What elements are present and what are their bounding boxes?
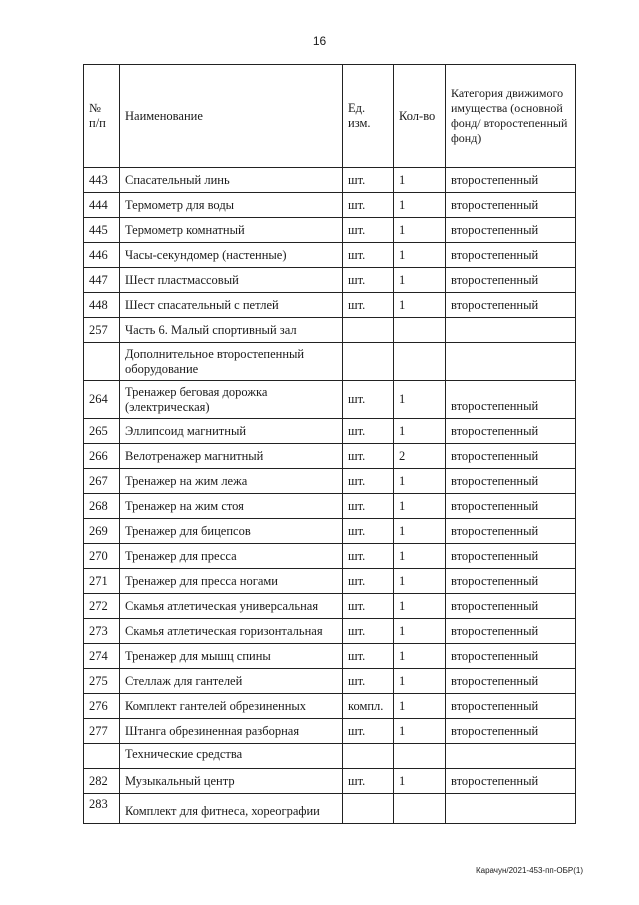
- cell-number: 265: [84, 419, 120, 444]
- cell-category: второстепенный: [446, 694, 576, 719]
- cell-category: [446, 744, 576, 769]
- cell-category: второстепенный: [446, 619, 576, 644]
- footer-stamp: Карачун/2021-453-пп-ОБР(1): [475, 866, 583, 875]
- cell-unit: шт.: [343, 569, 394, 594]
- cell-quantity: 1: [394, 218, 446, 243]
- cell-quantity: 1: [394, 769, 446, 794]
- table-row: [84, 494, 576, 519]
- cell-number: 276: [84, 694, 120, 719]
- cell-number: 275: [84, 669, 120, 694]
- table-row-subsection: [84, 343, 576, 381]
- cell-name: Шест пластмассовый: [120, 268, 343, 293]
- cell-name: Тренажер для пресса: [120, 544, 343, 569]
- cell-number: 267: [84, 469, 120, 494]
- cell-name: Спасательный линь: [120, 168, 343, 193]
- table-row: [84, 769, 576, 794]
- cell-category: второстепенный: [446, 669, 576, 694]
- cell-unit: шт.: [343, 218, 394, 243]
- cell-category: второстепенный: [446, 444, 576, 469]
- table-row: [84, 619, 576, 644]
- cell-name: Эллипсоид магнитный: [120, 419, 343, 444]
- cell-name: Термометр комнатный: [120, 218, 343, 243]
- cell-number: 444: [84, 193, 120, 218]
- cell-name: Музыкальный центр: [120, 769, 343, 794]
- inventory-table: [83, 64, 576, 824]
- cell-quantity: 1: [394, 268, 446, 293]
- cell-number: 274: [84, 644, 120, 669]
- cell-unit: шт.: [343, 644, 394, 669]
- cell-number: 445: [84, 218, 120, 243]
- table-row: [84, 419, 576, 444]
- table-row: [84, 544, 576, 569]
- table-row: [84, 569, 576, 594]
- cell-unit: шт.: [343, 293, 394, 318]
- cell-number: 268: [84, 494, 120, 519]
- cell-number: [84, 744, 120, 769]
- header-name: Наименование: [120, 65, 343, 168]
- cell-category: второстепенный: [446, 719, 576, 744]
- cell-category: второстепенный: [446, 569, 576, 594]
- cell-category: второстепенный: [446, 268, 576, 293]
- cell-number: 448: [84, 293, 120, 318]
- table-row: [84, 669, 576, 694]
- header-unit: Ед. изм.: [343, 65, 394, 168]
- cell-number: 271: [84, 569, 120, 594]
- cell-quantity: 2: [394, 444, 446, 469]
- cell-quantity: [394, 318, 446, 343]
- cell-number: 257: [84, 318, 120, 343]
- cell-category: второстепенный: [446, 193, 576, 218]
- cell-unit: шт.: [343, 469, 394, 494]
- cell-category: второстепенный: [446, 769, 576, 794]
- cell-quantity: 1: [394, 644, 446, 669]
- cell-quantity: 1: [394, 168, 446, 193]
- cell-name: Тренажер для пресса ногами: [120, 569, 343, 594]
- cell-unit: шт.: [343, 619, 394, 644]
- cell-unit: шт.: [343, 719, 394, 744]
- table-row: [84, 218, 576, 243]
- cell-name: Комплект гантелей обрезиненных: [120, 694, 343, 719]
- cell-unit: [343, 343, 394, 381]
- cell-quantity: 1: [394, 544, 446, 569]
- table-row: [84, 293, 576, 318]
- cell-quantity: 1: [394, 243, 446, 268]
- cell-name: Часть 6. Малый спортивный зал: [120, 318, 343, 343]
- cell-category: второстепенный: [446, 469, 576, 494]
- cell-quantity: 1: [394, 594, 446, 619]
- cell-number: 264: [84, 381, 120, 419]
- cell-number: 272: [84, 594, 120, 619]
- cell-name: Стеллаж для гантелей: [120, 669, 343, 694]
- table-row: [84, 694, 576, 719]
- cell-name: Тренажер для бицепсов: [120, 519, 343, 544]
- cell-number: 446: [84, 243, 120, 268]
- cell-unit: [343, 794, 394, 824]
- cell-category: второстепенный: [446, 519, 576, 544]
- cell-unit: шт.: [343, 243, 394, 268]
- cell-name: Штанга обрезиненная разборная: [120, 719, 343, 744]
- table-row: [84, 444, 576, 469]
- header-category: Категория движимого имущества (основной фонд/ второстепенный фонд): [446, 65, 576, 168]
- cell-quantity: 1: [394, 669, 446, 694]
- header-number: № п/п: [84, 65, 120, 168]
- cell-category: [446, 794, 576, 824]
- cell-quantity: 1: [394, 419, 446, 444]
- cell-number: 283: [84, 794, 120, 824]
- cell-unit: шт.: [343, 168, 394, 193]
- table-row: [84, 594, 576, 619]
- table-header-row: [84, 65, 576, 168]
- cell-quantity: 1: [394, 494, 446, 519]
- cell-unit: шт.: [343, 268, 394, 293]
- cell-number: 266: [84, 444, 120, 469]
- cell-category: второстепенный: [446, 494, 576, 519]
- cell-unit: шт.: [343, 419, 394, 444]
- cell-name: Термометр для воды: [120, 193, 343, 218]
- cell-number: 270: [84, 544, 120, 569]
- cell-name: Тренажер на жим стоя: [120, 494, 343, 519]
- table-row: [84, 469, 576, 494]
- cell-quantity: 1: [394, 694, 446, 719]
- cell-name: Скамья атлетическая универсальная: [120, 594, 343, 619]
- cell-category: второстепенный: [446, 168, 576, 193]
- cell-name: Велотренажер магнитный: [120, 444, 343, 469]
- table-row: [84, 243, 576, 268]
- cell-quantity: 1: [394, 719, 446, 744]
- cell-category: второстепенный: [446, 243, 576, 268]
- cell-unit: шт.: [343, 769, 394, 794]
- cell-category: [446, 343, 576, 381]
- cell-category: второстепенный: [446, 218, 576, 243]
- table-row: [84, 794, 576, 824]
- cell-name: Дополнительное второстепенный оборудование: [120, 343, 343, 381]
- table-row: [84, 193, 576, 218]
- cell-unit: шт.: [343, 193, 394, 218]
- cell-unit: шт.: [343, 444, 394, 469]
- cell-quantity: 1: [394, 569, 446, 594]
- cell-name: Тренажер на жим лежа: [120, 469, 343, 494]
- cell-unit: шт.: [343, 381, 394, 419]
- table-row: [84, 168, 576, 193]
- cell-category: второстепенный: [446, 594, 576, 619]
- cell-name: Тренажер беговая дорожка (электрическая): [120, 381, 343, 419]
- table-row: [84, 644, 576, 669]
- cell-name: Скамья атлетическая горизонтальная: [120, 619, 343, 644]
- cell-category: второстепенный: [446, 419, 576, 444]
- table-row: [84, 519, 576, 544]
- cell-category: [446, 318, 576, 343]
- page-number: 16: [312, 34, 327, 48]
- cell-number: 277: [84, 719, 120, 744]
- cell-quantity: 1: [394, 293, 446, 318]
- cell-quantity: 1: [394, 619, 446, 644]
- cell-category: второстепенный: [446, 544, 576, 569]
- cell-number: 269: [84, 519, 120, 544]
- cell-quantity: [394, 744, 446, 769]
- cell-quantity: 1: [394, 193, 446, 218]
- table-row: [84, 381, 576, 419]
- cell-number: 443: [84, 168, 120, 193]
- cell-number: 447: [84, 268, 120, 293]
- cell-number: 273: [84, 619, 120, 644]
- cell-unit: [343, 318, 394, 343]
- cell-quantity: [394, 343, 446, 381]
- cell-unit: шт.: [343, 669, 394, 694]
- table-row: [84, 268, 576, 293]
- cell-name: Комплект для фитнеса, хореографии: [120, 794, 343, 824]
- cell-unit: [343, 744, 394, 769]
- cell-quantity: 1: [394, 469, 446, 494]
- cell-category: второстепенный: [446, 381, 576, 419]
- cell-category: второстепенный: [446, 644, 576, 669]
- cell-name: Часы-секундомер (настенные): [120, 243, 343, 268]
- cell-name: Шест спасательный с петлей: [120, 293, 343, 318]
- cell-number: [84, 343, 120, 381]
- cell-unit: шт.: [343, 519, 394, 544]
- cell-quantity: [394, 794, 446, 824]
- table-row: [84, 719, 576, 744]
- header-quantity: Кол-во: [394, 65, 446, 168]
- cell-category: второстепенный: [446, 293, 576, 318]
- cell-name: Тренажер для мышц спины: [120, 644, 343, 669]
- cell-number: 282: [84, 769, 120, 794]
- table-row-section: [84, 318, 576, 343]
- cell-name: Технические средства: [120, 744, 343, 769]
- cell-unit: компл.: [343, 694, 394, 719]
- table-row-section: [84, 744, 576, 769]
- cell-unit: шт.: [343, 494, 394, 519]
- cell-unit: шт.: [343, 594, 394, 619]
- cell-unit: шт.: [343, 544, 394, 569]
- cell-quantity: 1: [394, 519, 446, 544]
- cell-quantity: 1: [394, 381, 446, 419]
